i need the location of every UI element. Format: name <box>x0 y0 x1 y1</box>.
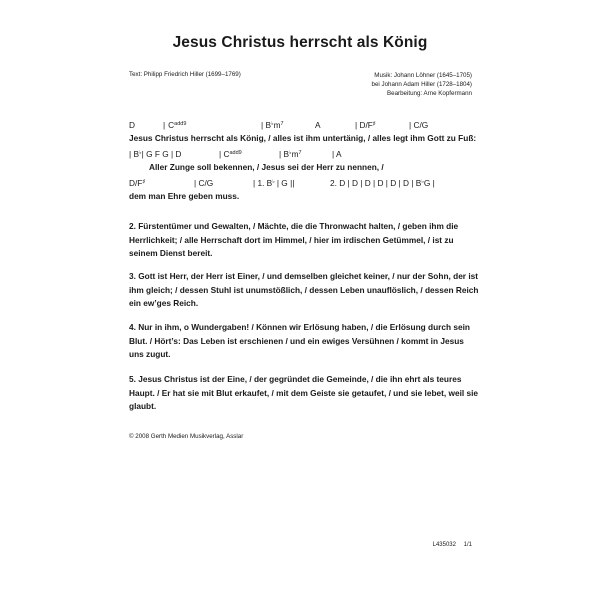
chord: 2. D | D | D | D | D | D | B♭G | <box>330 178 435 188</box>
chord: | A <box>332 149 342 159</box>
lyric-line-1: Jesus Christus herrscht als König, / alles ist ihm untertänig, / alles legt ihm Gott zu Fuß: <box>129 133 477 143</box>
chord: | $B^♭m^7$ <box>261 120 284 130</box>
lyric-line-2: Aller Zunge soll bekennen, / Jesus sei der Herr zu nennen, / <box>149 162 384 172</box>
copyright-notice: © 2008 Gerth Medien Musikverlag, Asslar <box>129 433 244 440</box>
page-number: 1/1 <box>463 542 472 548</box>
chord: D/F♯ <box>129 178 146 188</box>
verse-1-with-chords <box>129 120 479 204</box>
chord-line-1 <box>129 120 479 133</box>
verse-3: 3. Gott ist Herr, der Herr ist Einer, / und demselben gleichet keiner, / nur der Sohn, der ist ihm gleich; / dessen Stuhl ist unumstößlich, / dessen Leben unauflöslich, / dessen Reich ein ew’ges Reich. <box>129 271 479 308</box>
verse-2: 2. Fürstentümer und Gewalten, / Mächte, die die Thronwacht halten, / geben ihm die Herrlichkeit; / alle Herrschaft dort im Himmel, / hier im irdischen Getümmel, / ist zu seinem Dienst bereit. <box>129 221 459 258</box>
chord: | C/G <box>409 120 429 130</box>
verse-4: 4. Nur in ihm, o Wundergaben! / Können wir Erlösung haben, / die Erlösung durch sein Blut. / Hört’s: Das Leben ist erschienen / und ein ewiges Versühnen / kommt in Jesus uns zugut. <box>129 322 470 359</box>
music-source-credit: bei Johann Adam Hiller (1728–1804) <box>371 81 472 88</box>
chord: | B♭| G F G | D <box>129 149 182 159</box>
song-title: Jesus Christus herrscht als König <box>172 34 428 51</box>
page-footer <box>433 542 472 548</box>
chord: | $C^{add9}$ <box>163 120 187 130</box>
chord-line-3 <box>129 178 479 191</box>
chord: | D/F♯ <box>355 120 376 130</box>
chord: | 1. B♭ | G || <box>253 178 295 188</box>
chord: | $C^{add9}$ <box>219 149 242 159</box>
chord-line-2 <box>129 149 479 162</box>
chord: | $B^♭m^7$ <box>279 149 302 159</box>
lyric-line-3: dem man Ehre geben muss. <box>129 191 240 201</box>
verse-5: 5. Jesus Christus ist der Eine, / der gegründet die Gemeinde, / die ihn ehrt als teures Haupt. / Er hat sie mit Blut erkaufet, / mit dem Geiste sie getaufet, / und sie lebet, weil sie glaubt. <box>129 374 479 411</box>
chord: D <box>129 120 135 130</box>
lyricist-credit: Text: Philipp Friedrich Hiller (1699–1769) <box>129 71 241 78</box>
catalog-code: L435032 <box>432 542 456 548</box>
arrangement-credit: Bearbeitung: Arne Kopfermann <box>387 90 472 97</box>
composer-credit: Musik: Johann Löhner (1645–1705) <box>374 72 472 79</box>
music-credits <box>372 71 472 98</box>
chord: A <box>315 120 321 130</box>
chord: | C/G <box>194 178 214 188</box>
